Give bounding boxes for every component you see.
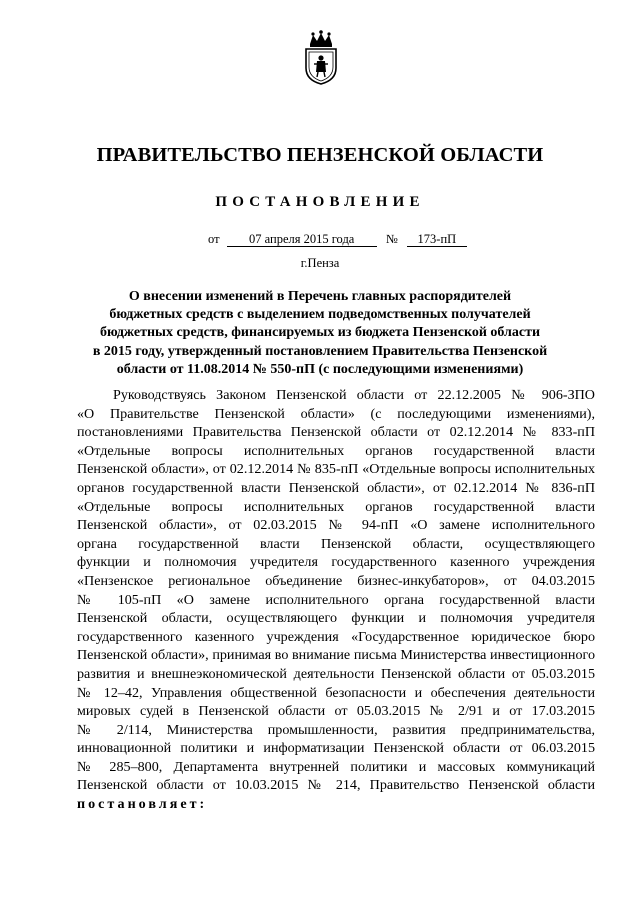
heading-line: в 2015 году, утвержденный постановлением Правительства Пензенской bbox=[92, 343, 548, 359]
body-line: постановлениями Правительства Пензенской области от 02.12.2014 № 833-пП bbox=[77, 424, 595, 441]
body-line: «Отдельные вопросы исполнительных органов государственной власти bbox=[77, 498, 595, 515]
document-number: 173-пП bbox=[407, 232, 467, 247]
document-date: 07 апреля 2015 года bbox=[227, 232, 377, 247]
body-line: Пензенской области от 10.03.2015 № 214, Правительство Пензенской области bbox=[77, 777, 595, 794]
body-line: функции и полномочия учредителя государственного казенного учреждения bbox=[77, 554, 595, 571]
body-line: Пензенской области», принимая во внимание письма Министерства инвестиционного bbox=[77, 647, 595, 664]
body-line: органа государственной власти Пензенской области, осуществляющего bbox=[77, 535, 595, 552]
government-title: ПРАВИТЕЛЬСТВО ПЕНЗЕНСКОЙ ОБЛАСТИ bbox=[96, 144, 544, 166]
date-number-line bbox=[208, 232, 467, 247]
body-line: Руководствуясь Законом Пензенской области от 22.12.2005 № 906-ЗПО bbox=[113, 387, 595, 403]
body-line: Пензенской области», от 02.03.2015 № 94-пП «О замене исполнительного bbox=[77, 517, 595, 534]
heading-line: бюджетных средств с выделением подведомственных получателей bbox=[109, 307, 531, 323]
document-body bbox=[77, 386, 595, 814]
body-line: № 105-пП «О замене исполнительного органа государственной власти bbox=[77, 591, 595, 608]
body-line: Пензенской области», от 02.12.2014 № 835-пП «Отдельные вопросы исполнительных bbox=[77, 461, 595, 478]
body-line: «О Правительстве Пензенской области» (с последующими изменениями), bbox=[77, 405, 595, 422]
body-line: «Отдельные вопросы исполнительных органов государственной власти bbox=[77, 442, 595, 459]
body-line: Пензенской области, осуществляющего функции и полномочия учредителя bbox=[77, 610, 595, 627]
penza-coat-of-arms-icon bbox=[300, 30, 342, 86]
heading-line: бюджетных средств, финансируемых из бюджета Пензенской области bbox=[99, 325, 541, 341]
body-line: развития и внешнеэкономической деятельности Пензенской области от 05.03.2015 bbox=[77, 665, 595, 682]
body-line: инновационной политики и информатизации Пензенской области от 06.03.2015 bbox=[77, 740, 595, 757]
body-line: мировых судей в Пензенской области от 05.03.2015 № 2/91 и от 17.03.2015 bbox=[77, 703, 595, 720]
number-sign: № bbox=[385, 232, 398, 246]
body-line: № 12–42, Управления общественной безопасности и обеспечения деятельности bbox=[77, 684, 595, 701]
date-prefix: от bbox=[208, 232, 220, 246]
heading-line: О внесении изменений в Перечень главных распорядителей bbox=[128, 289, 512, 304]
body-line: государственного казенного учреждения «Государственное юридическое бюро bbox=[77, 628, 595, 645]
document-heading bbox=[60, 288, 580, 379]
body-line: «Пензенское региональное объединение бизнес-инкубаторов», от 04.03.2015 bbox=[77, 572, 595, 589]
decree-word: постановляет: bbox=[77, 796, 208, 813]
body-line: № 285–800, Департамента внутренней политики и массовых коммуникаций bbox=[77, 758, 595, 775]
body-line: № 2/114, Министерства промышленности, развития предпринимательства, bbox=[77, 721, 595, 738]
city: г.Пенза bbox=[300, 256, 340, 270]
document-type: ПОСТАНОВЛЕНИЕ bbox=[215, 194, 425, 210]
body-line: органов государственной власти Пензенской области», от 02.12.2014 № 836-пП bbox=[77, 479, 595, 496]
heading-line: области от 11.08.2014 № 550-пП (с последующими изменениями) bbox=[116, 361, 524, 377]
